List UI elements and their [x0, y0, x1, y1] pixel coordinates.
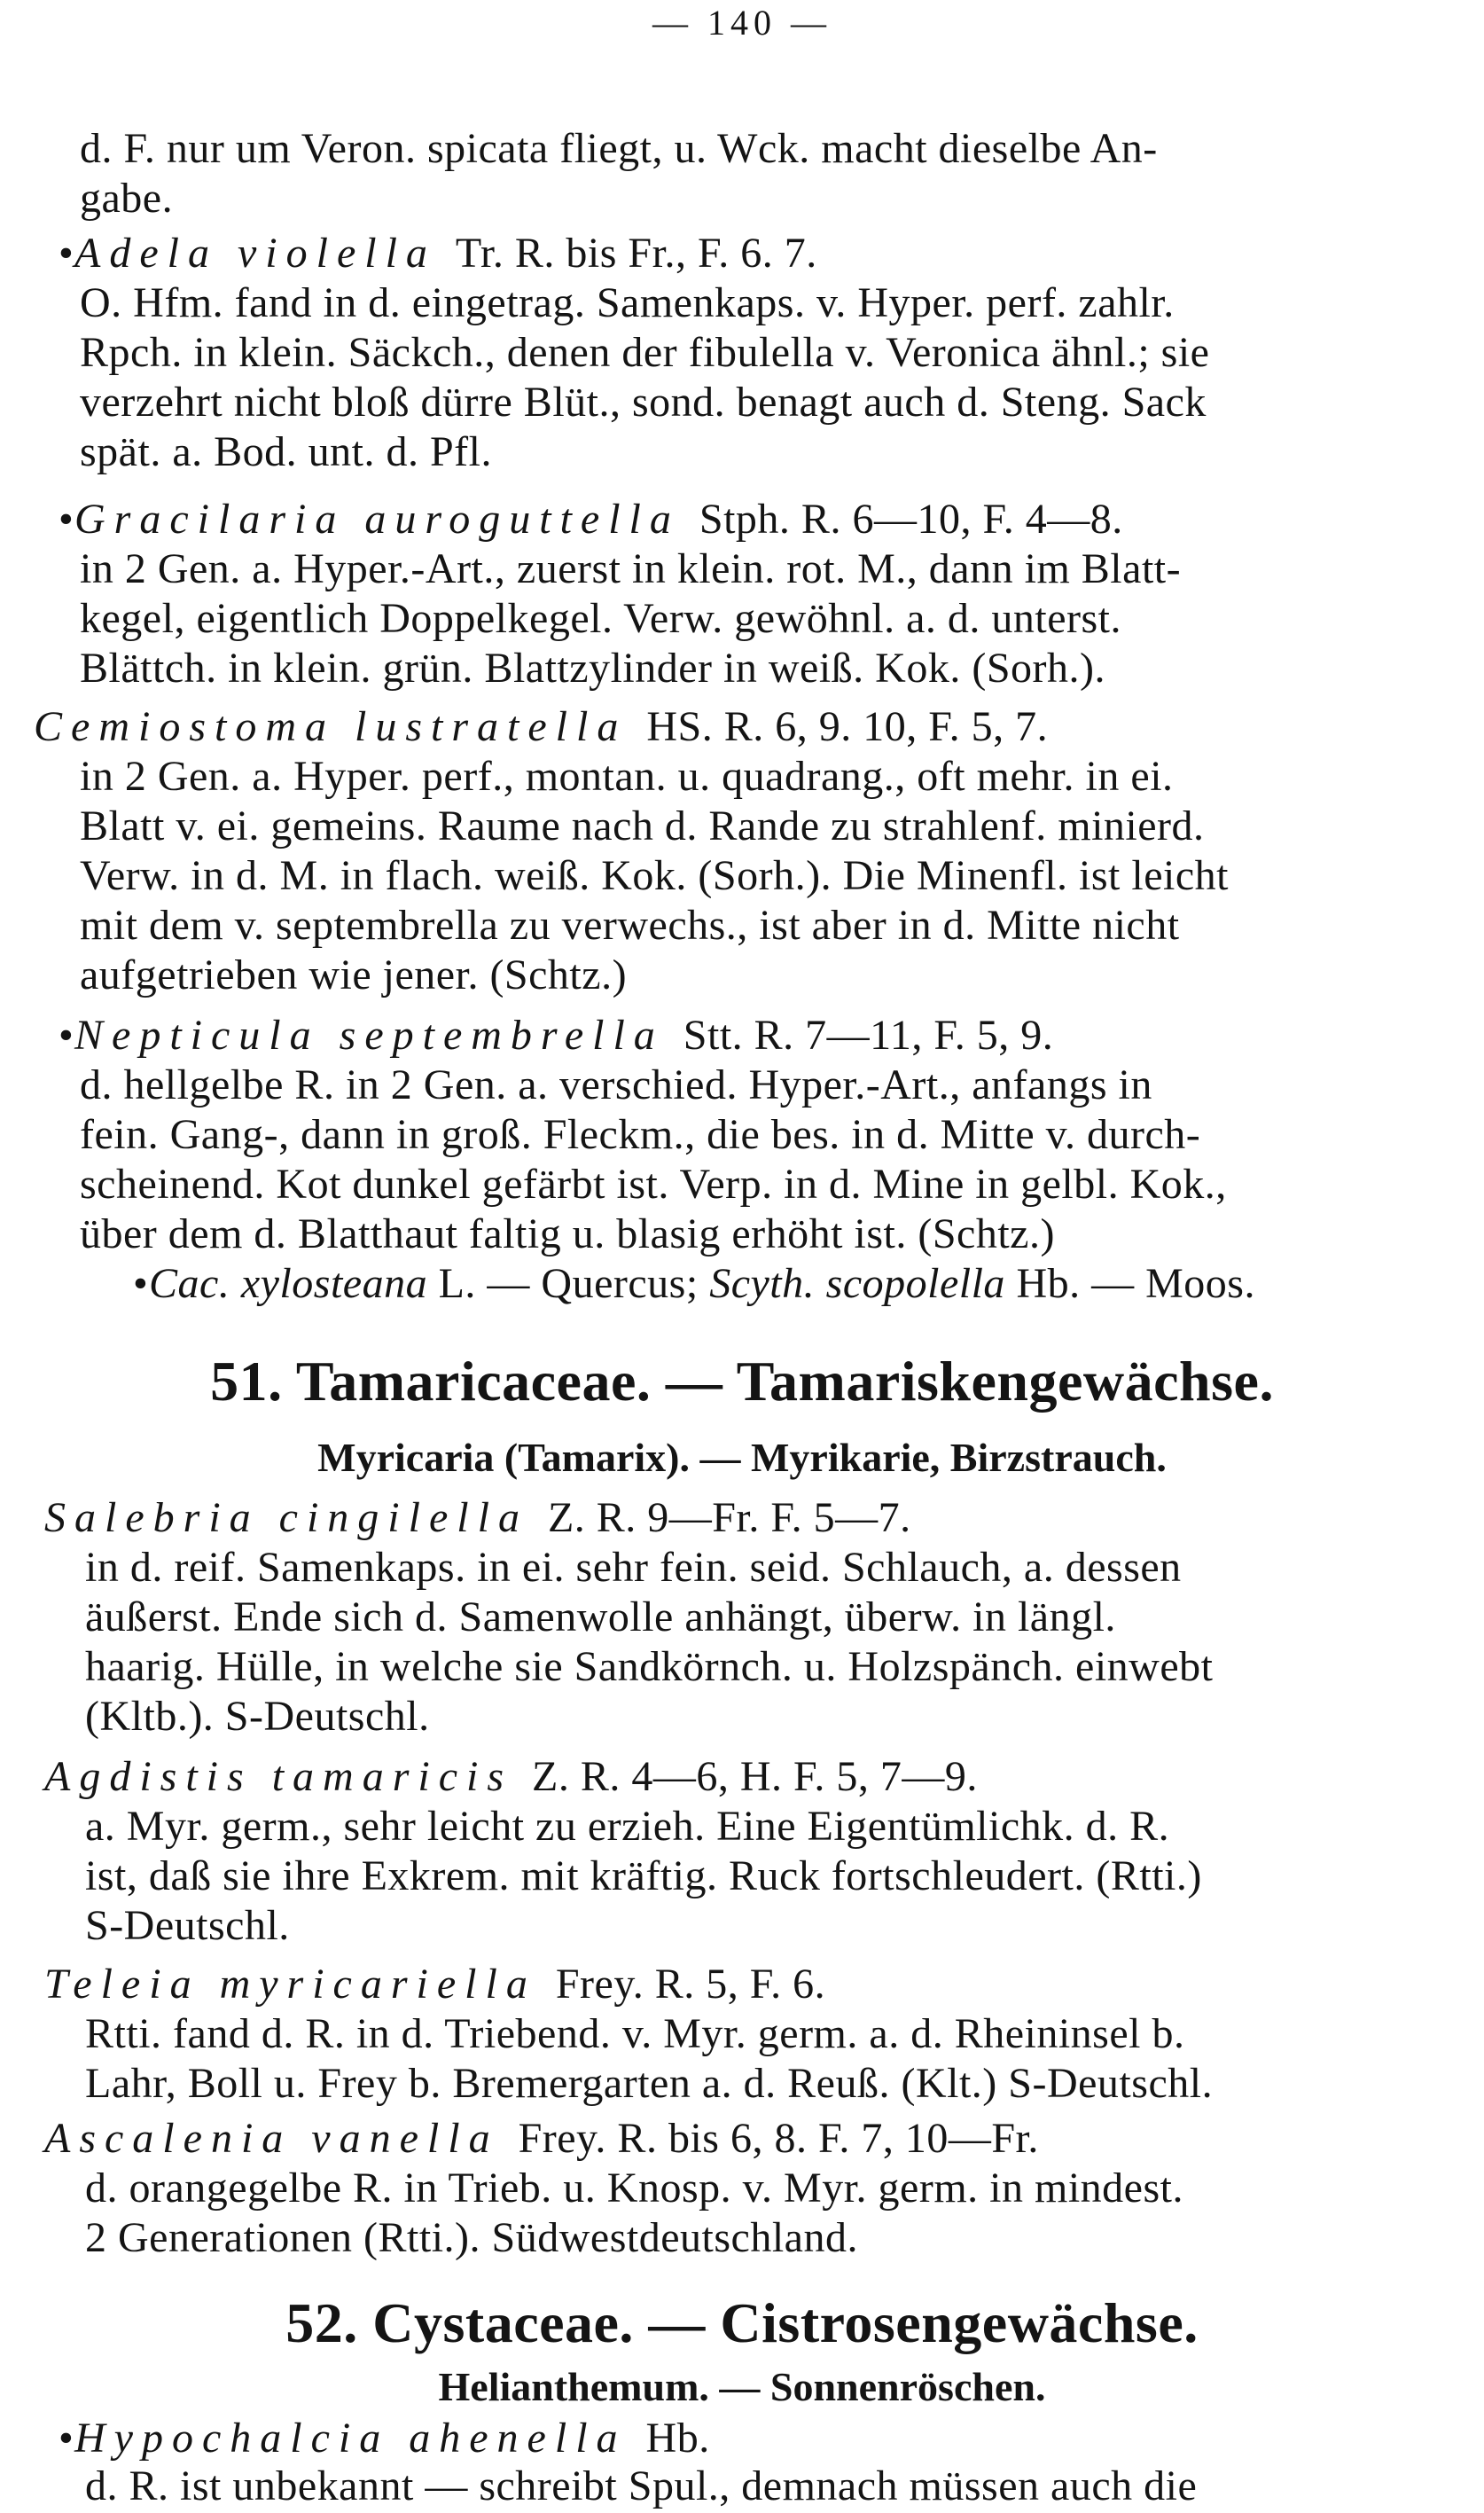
species-name: Nepticula septembrella — [74, 1012, 664, 1059]
text-line: 2 Generationen (Rtti.). Südwestdeutschland. — [85, 2214, 858, 2261]
text-line: in 2 Gen. a. Hyper. perf., montan. u. quadrang., oft mehr. in ei. — [80, 753, 1174, 800]
text-line: kegel, eigentlich Doppelkegel. Verw. gewöhnl. a. d. unterst. — [80, 595, 1122, 642]
species-heading — [44, 1752, 978, 1802]
species-heading — [34, 702, 1048, 752]
species-citation: Frey. R. 5, F. 6. — [555, 1961, 826, 2008]
text-line: aufgetrieben wie jener. (Schtz.) — [80, 951, 628, 998]
section-subtitle: Myricaria (Tamarix). — Myrikarie, Birzstrauch. — [317, 1435, 1167, 1480]
species-citation: Z. R. 4—6, H. F. 5, 7—9. — [532, 1753, 978, 1800]
species-name: Salebria cingilella — [44, 1494, 528, 1541]
text-line: d. F. nur um Veron. spicata fliegt, u. Wck. macht dieselbe An- — [80, 125, 1158, 172]
crossref-text: Hb. — Moos. — [1004, 1260, 1255, 1307]
species-citation: Frey. R. bis 6, 8. F. 7, 10—Fr. — [518, 2115, 1039, 2162]
species-heading — [59, 2414, 710, 2463]
text-line: d. hellgelbe R. in 2 Gen. a. verschied. Hyper.-Art., anfangs in — [80, 1061, 1152, 1108]
text-line: fein. Gang-, dann in groß. Fleckm., die bes. in d. Mitte v. durch- — [80, 1111, 1201, 1158]
text-line: in d. reif. Samenkaps. in ei. sehr fein. seid. Schlauch, a. dessen — [85, 1544, 1182, 1591]
species-citation: Stph. R. 6—10, F. 4—8. — [699, 496, 1123, 543]
host-mark: • — [59, 2415, 74, 2462]
species-name: Ascalenia vanella — [44, 2115, 499, 2162]
text-line: über dem d. Blatthaut faltig u. blasig erhöht ist. (Schtz.) — [80, 1210, 1055, 1257]
crossref-text: L. — Quercus; — [427, 1260, 710, 1307]
species-heading — [59, 495, 1123, 544]
page-number: — 140 — — [652, 3, 832, 43]
text-line: S-Deutschl. — [85, 1902, 290, 1949]
text-line: haarig. Hülle, in welche sie Sandkörnch. u. Holzspänch. einwebt — [85, 1643, 1214, 1690]
species-name: Cemiostoma lustratella — [34, 703, 628, 750]
species-heading — [44, 2114, 1039, 2164]
species-name: Agdistis tamaricis — [44, 1753, 513, 1800]
section-subtitle: Helianthemum. — Sonnenröschen. — [438, 2364, 1046, 2409]
text-line: äußerst. Ende sich d. Samenwolle anhängt, überw. in längl. — [85, 1593, 1116, 1640]
text-line: ist, daß sie ihre Exkrem. mit kräftig. Ruck fortschleudert. (Rtti.) — [85, 1852, 1202, 1899]
text-line: a. Myr. germ., sehr leicht zu erzieh. Eine Eigentümlichk. d. R. — [85, 1803, 1170, 1850]
text-line: Blättch. in klein. grün. Blattzylinder in weiß. Kok. (Sorh.). — [80, 645, 1105, 692]
text-line: in 2 Gen. a. Hyper.-Art., zuerst in klein. rot. M., dann im Blatt- — [80, 545, 1182, 592]
text-line: Verw. in d. M. in flach. weiß. Kok. (Sorh.). Die Minenfl. ist leicht — [80, 852, 1229, 899]
host-mark: • — [59, 1012, 74, 1059]
species-heading — [59, 1011, 1053, 1061]
text-line: spät. a. Bod. unt. d. Pfl. — [80, 428, 492, 475]
species-heading — [44, 1493, 911, 1543]
species-citation: HS. R. 6, 9. 10, F. 5, 7. — [646, 703, 1049, 750]
host-mark: • — [59, 496, 74, 543]
crossref-line — [133, 1259, 1255, 1309]
species-heading — [59, 229, 817, 278]
species-heading — [44, 1960, 825, 2009]
text-line: Rpch. in klein. Säckch., denen der fibulella v. Veronica ähnl.; sie — [80, 329, 1210, 376]
text-line: Lahr, Boll u. Frey b. Bremergarten a. d. Reuß. (Klt.) S-Deutschl. — [85, 2060, 1214, 2107]
species-name: Cac. xylosteana — [149, 1260, 428, 1307]
species-name: Teleia myricariella — [44, 1961, 536, 2008]
section-title: 52. Cystaceae. — Cistrosengewächse. — [285, 2291, 1199, 2354]
text-line: (Kltb.). S-Deutschl. — [85, 1693, 430, 1740]
species-citation: Hb. — [645, 2415, 710, 2462]
species-citation: Z. R. 9—Fr. F. 5—7. — [547, 1494, 911, 1541]
species-name: Scyth. scopolella — [709, 1260, 1005, 1307]
text-line: scheinend. Kot dunkel gefärbt ist. Verp. in d. Mine in gelbl. Kok., — [80, 1161, 1227, 1208]
text-line: mit dem v. septembrella zu verwechs., ist aber in d. Mitte nicht — [80, 902, 1180, 949]
text-line: d. orangegelbe R. in Trieb. u. Knosp. v. Myr. germ. in mindest. — [85, 2165, 1183, 2212]
text-line: d. R. ist unbekannt — schreibt Spul., demnach müssen auch die — [85, 2462, 1198, 2509]
text-line: O. Hfm. fand in d. eingetrag. Samenkaps. v. Hyper. perf. zahlr. — [80, 279, 1175, 326]
species-citation: Stt. R. 7—11, F. 5, 9. — [683, 1012, 1054, 1059]
section-title: 51. Tamaricaceae. — Tamariskengewächse. — [210, 1350, 1274, 1413]
host-mark: • — [133, 1260, 148, 1307]
text-line: Blatt v. ei. gemeins. Raume nach d. Rande zu strahlenf. minierd. — [80, 802, 1205, 849]
text-line: gabe. — [80, 175, 174, 222]
text-line: Rtti. fand d. R. in d. Triebend. v. Myr. germ. a. d. Rheininsel b. — [85, 2010, 1185, 2057]
species-name: Hypochalcia ahenella — [74, 2415, 627, 2462]
species-name: Gracilaria auroguttella — [74, 496, 680, 543]
species-name: Adela violella — [74, 230, 436, 277]
host-mark: • — [59, 230, 74, 277]
text-line: verzehrt nicht bloß dürre Blüt., sond. benagt auch d. Steng. Sack — [80, 379, 1207, 426]
species-citation: Tr. R. bis Fr., F. 6. 7. — [455, 230, 817, 277]
